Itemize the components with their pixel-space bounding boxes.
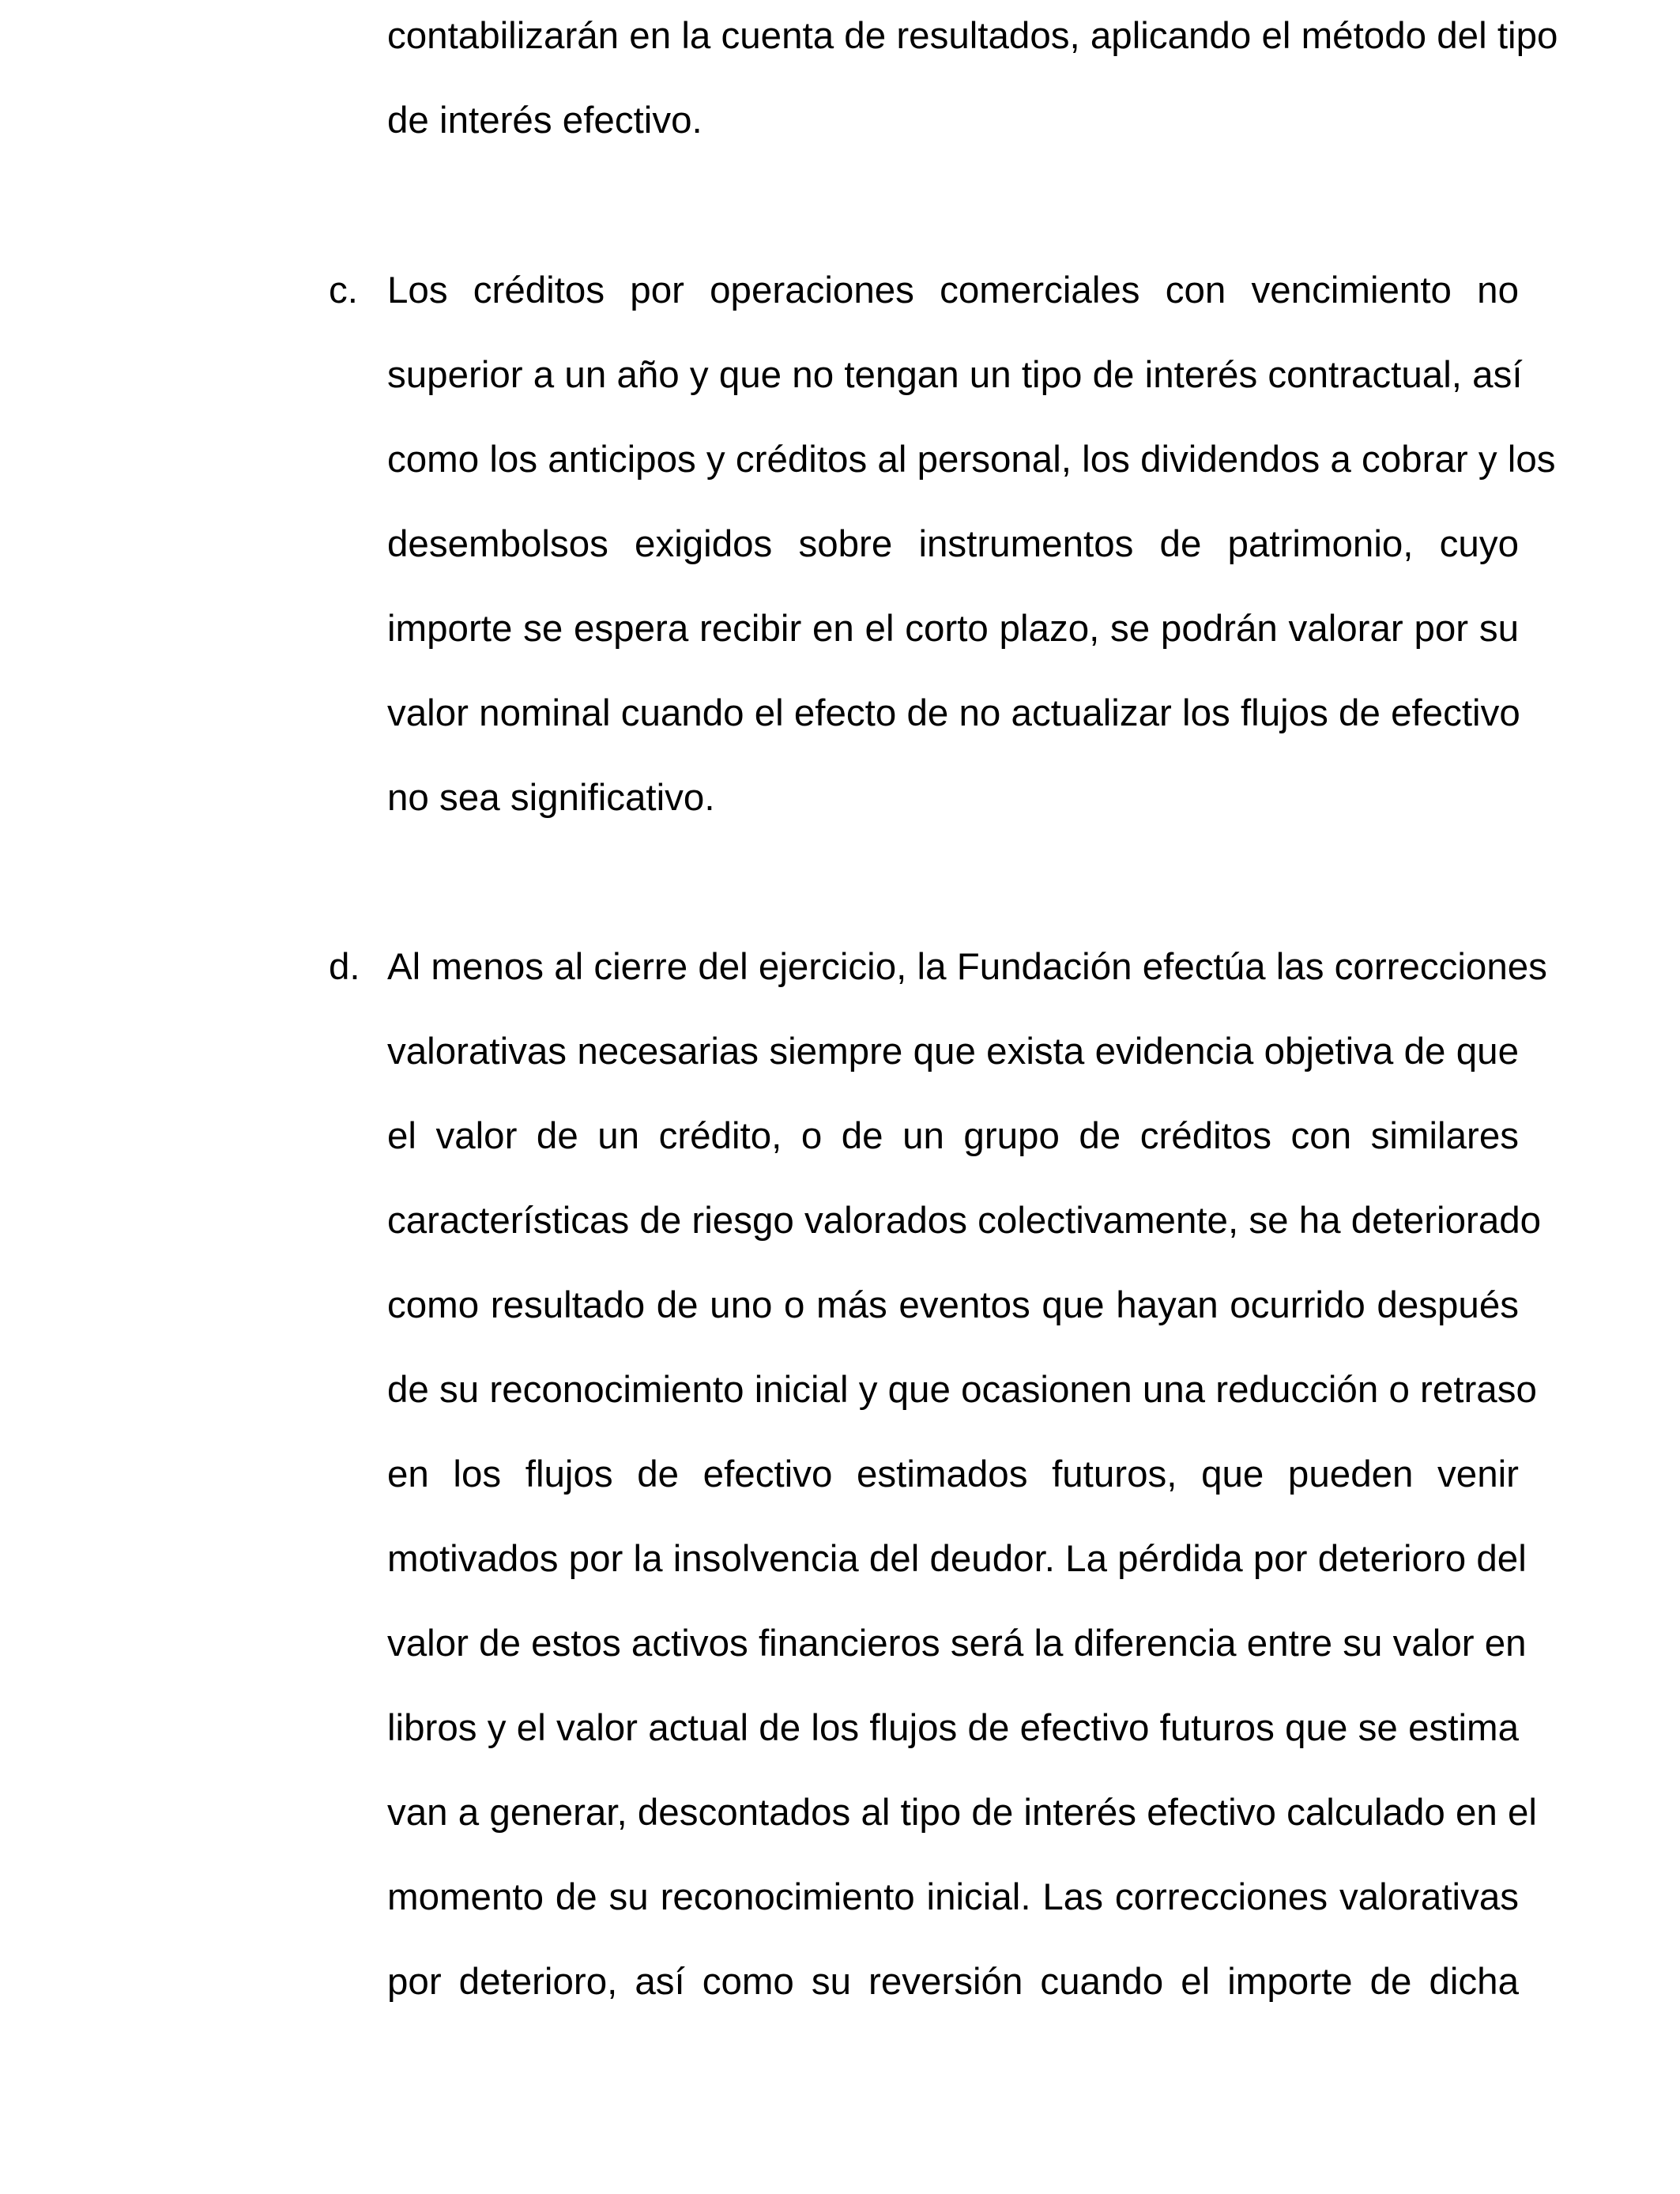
paragraph-line: en los flujos de efectivo estimados futuros, que pueden venir bbox=[387, 1453, 1519, 1495]
list-item-c bbox=[387, 248, 1556, 840]
paragraph-line: valor de estos activos financieros será la diferencia entre su valor en bbox=[387, 1623, 1527, 1664]
paragraph-line: de su reconocimiento inicial y que ocasionen una reducción o retraso bbox=[387, 1369, 1537, 1411]
paragraph-line: importe se espera recibir en el corto plazo, se podrán valorar por su bbox=[387, 608, 1519, 650]
paragraph-line: por deterioro, así como su reversión cuando el importe de dicha bbox=[387, 1961, 1519, 2003]
paragraph-line: valor nominal cuando el efecto de no actualizar los flujos de efectivo bbox=[387, 692, 1520, 734]
paragraph-line: de interés efectivo. bbox=[387, 100, 703, 141]
paragraph-line: momento de su reconocimiento inicial. Las correcciones valorativas bbox=[387, 1876, 1519, 1918]
paragraph-line: libros y el valor actual de los flujos de efectivo futuros que se estima bbox=[387, 1707, 1519, 1749]
list-item-d bbox=[387, 925, 1547, 2024]
paragraph-line: como los anticipos y créditos al personal, los dividendos a cobrar y los bbox=[387, 439, 1556, 481]
list-marker-c: c. bbox=[329, 270, 358, 311]
paragraph-line: no sea significativo. bbox=[387, 777, 715, 819]
paragraph-line: características de riesgo valorados colectivamente, se ha deteriorado bbox=[387, 1200, 1542, 1242]
paragraph-line: valorativas necesarias siempre que exista evidencia objetiva de que bbox=[387, 1031, 1519, 1072]
paragraph-line: el valor de un crédito, o de un grupo de créditos con similares bbox=[387, 1115, 1519, 1157]
paragraph-line: contabilizarán en la cuenta de resultados, aplicando el método del tipo bbox=[387, 15, 1558, 57]
paragraph-line: van a generar, descontados al tipo de interés efectivo calculado en el bbox=[387, 1792, 1537, 1834]
paragraph-line: motivados por la insolvencia del deudor. La pérdida por deterioro del bbox=[387, 1538, 1527, 1580]
paragraph-line: superior a un año y que no tengan un tipo de interés contractual, así bbox=[387, 354, 1523, 396]
paragraph-line: desembolsos exigidos sobre instrumentos de patrimonio, cuyo bbox=[387, 523, 1519, 565]
continuation-paragraph bbox=[387, 0, 1558, 163]
paragraph-line: como resultado de uno o más eventos que hayan ocurrido después bbox=[387, 1284, 1519, 1326]
paragraph-line: Al menos al cierre del ejercicio, la Fundación efectúa las correcciones bbox=[387, 946, 1547, 988]
paragraph-line: Los créditos por operaciones comerciales con vencimiento no bbox=[387, 270, 1519, 311]
list-marker-d: d. bbox=[329, 946, 360, 988]
